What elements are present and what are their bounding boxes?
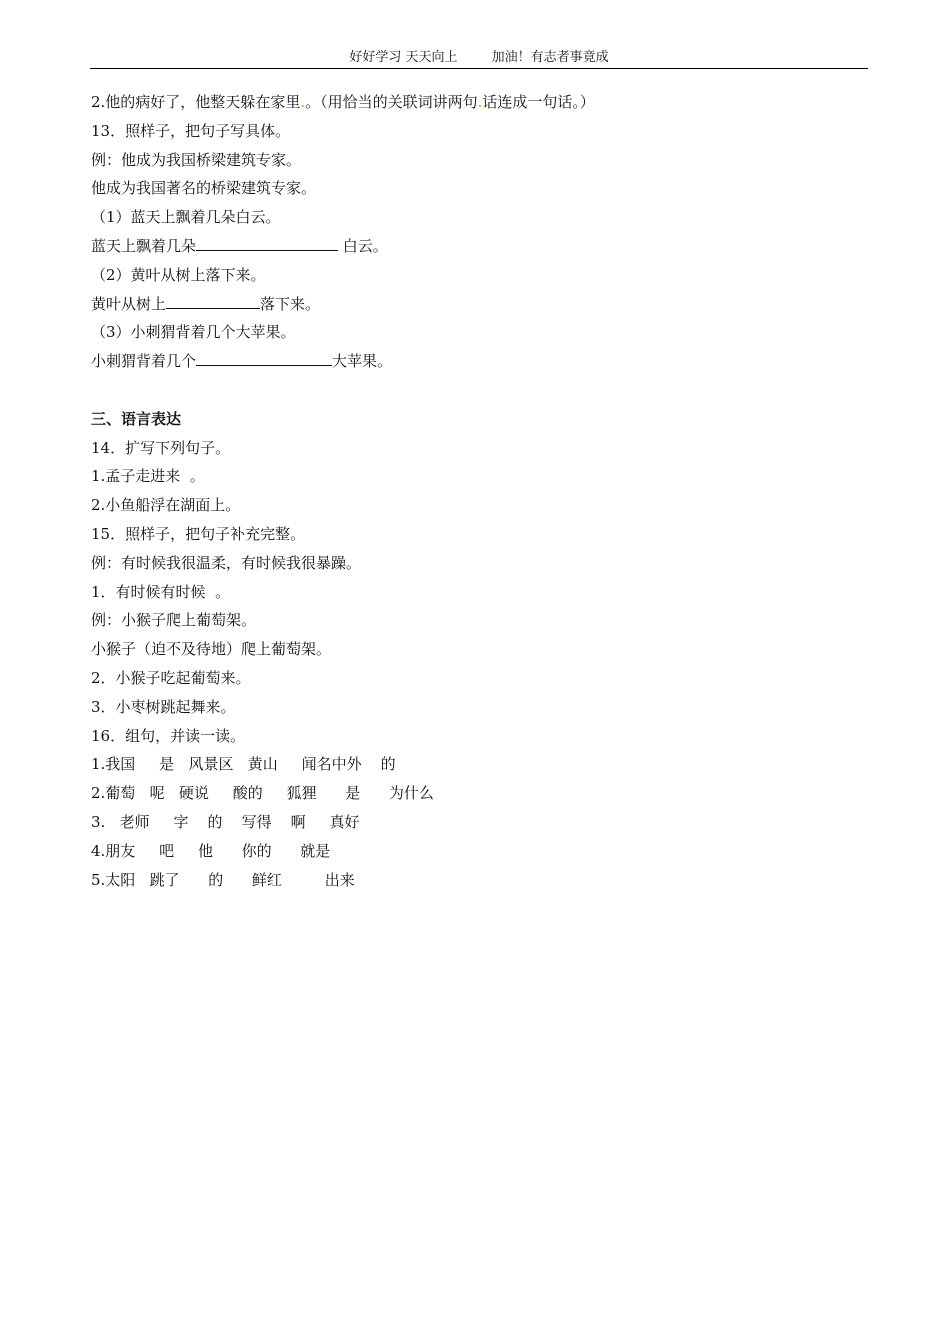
- question-13-title: 13．照样子，把句子写具体。: [91, 121, 291, 140]
- question-13-item-3: （3）小刺猬背着几个大苹果。: [91, 323, 296, 342]
- question-13-item-2-answer: 黄叶从树上 落下来。: [91, 290, 861, 319]
- question-14-title: 14．扩写下列句子。: [91, 438, 231, 457]
- example-sentence: 例：他成为我国桥梁建筑专家。: [91, 150, 302, 169]
- question-16-item-3: 3. 老师 字 的 写得 啊 真好: [91, 812, 360, 831]
- question-16-title: 16．组句，并读一读。: [91, 726, 246, 745]
- stray-mark: .: [300, 93, 306, 111]
- question-15-item-2: 2．小猴子吃起葡萄来。: [91, 668, 251, 687]
- example-answer: 他成为我国著名的桥梁建筑专家。: [91, 179, 317, 198]
- question-15-title: 15．照样子，把句子补充完整。: [91, 524, 306, 543]
- header-motto-left: 好好学习 天天向上: [349, 50, 458, 65]
- example-answer: 小猴子（迫不及待地）爬上葡萄架。: [91, 640, 332, 659]
- spacer: [91, 376, 861, 405]
- question-15-item-1: 1．有时候有时候 。: [91, 582, 231, 601]
- question-13-item-2: （2）黄叶从树上落下来。: [91, 265, 266, 284]
- question-13-item-1-answer: 蓝天上飘着几朵 白云。: [91, 232, 861, 261]
- question-16-item-1: 1.我国 是 风景区 黄山 闻名中外 的: [91, 755, 396, 774]
- question-16-item-4: 4.朋友 吧 他 你的 就是: [91, 841, 331, 860]
- document-body: [91, 88, 861, 894]
- question-13-item-3-answer: 小刺猬背着几个 大苹果。: [91, 347, 861, 376]
- answer-blank[interactable]: [196, 347, 332, 366]
- question-16-item-5: 5.太阳 跳了 的 鲜红 出来: [91, 870, 355, 889]
- answer-blank[interactable]: [196, 232, 338, 251]
- question-14-item-2: 2.小鱼船浮在湖面上。: [91, 496, 241, 515]
- section-3-heading: 三、语言表达: [91, 409, 182, 428]
- page-header: [90, 48, 868, 69]
- example-sentence: 例：有时候我很温柔，有时候我很暴躁。: [91, 553, 362, 572]
- question-13-item-1: （1）蓝天上飘着几朵白云。: [91, 208, 281, 227]
- header-motto-right: 加油！有志者事竟成: [491, 50, 609, 65]
- question-15-item-3: 3．小枣树跳起舞来。: [91, 697, 236, 716]
- question-12-item-2: 2.他的病好了，他整天躲在家里.。（用恰当的关联词讲两句.话连成一句话。）: [91, 93, 595, 111]
- question-14-item-1: 1.孟子走进来 。: [91, 467, 205, 486]
- stray-mark: .: [477, 93, 483, 111]
- question-16-item-2: 2.葡萄 呢 硬说 酸的 狐狸 是 为什么: [91, 784, 434, 803]
- example-sentence: 例：小猴子爬上葡萄架。: [91, 611, 257, 630]
- answer-blank[interactable]: [166, 290, 260, 309]
